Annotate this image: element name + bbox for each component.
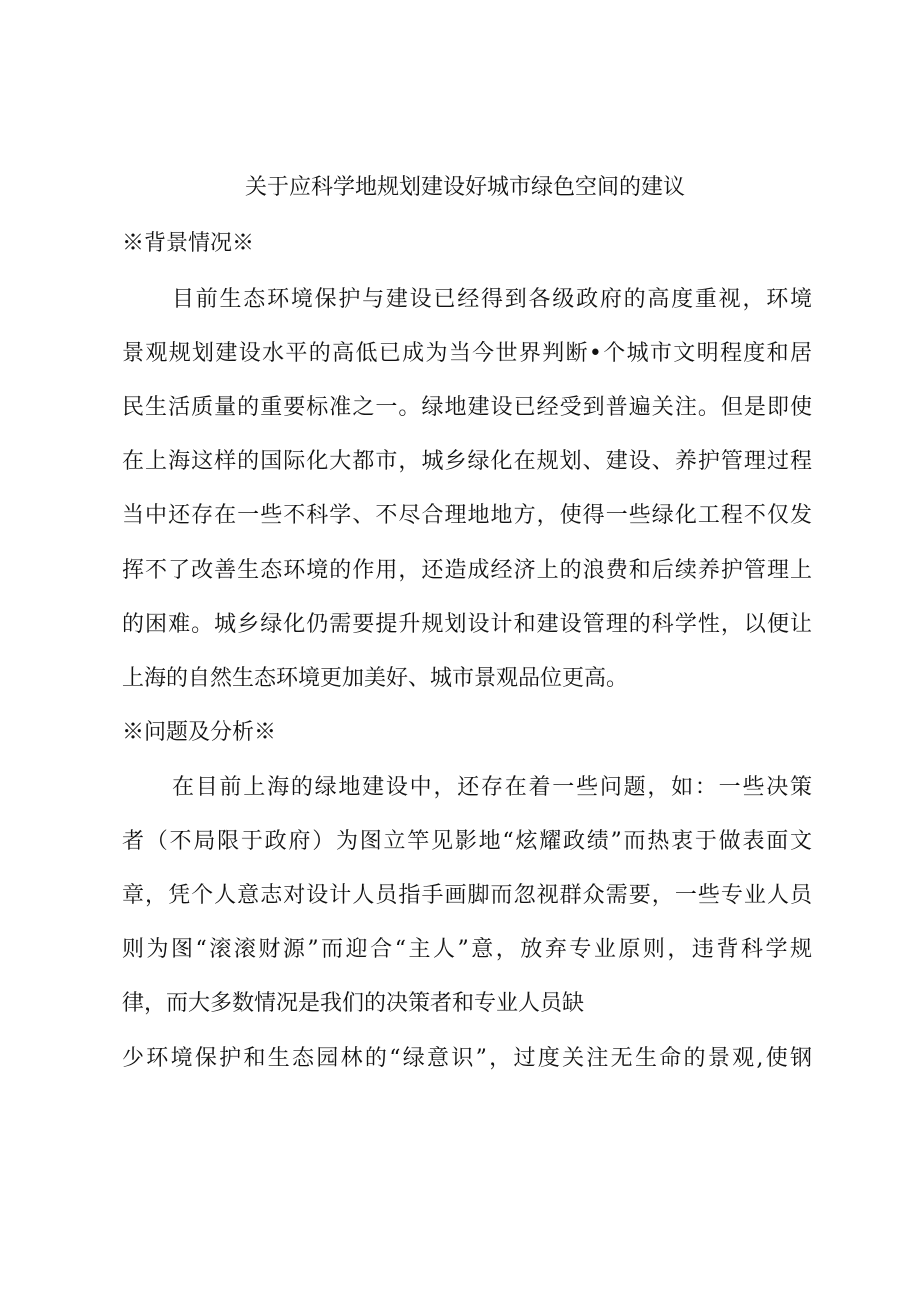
paragraph-line: 的困难。城乡绿化仍需要提升规划设计和建设管理的科学性，以便让 bbox=[122, 612, 812, 637]
section-heading-background: ※背景情况※ bbox=[122, 231, 255, 256]
paragraph-line: 则为图“滚滚财源”而迎合“主人”意，放弃专业原则，违背科学规 bbox=[122, 937, 812, 962]
paragraph-line: 挥不了改善生态环境的作用，还造成经济上的浪费和后续养护管理上 bbox=[122, 558, 812, 583]
paragraph-line: 在目前上海的绿地建设中，还存在着一些问题，如：一些决策 bbox=[172, 775, 812, 800]
section-heading-analysis: ※问题及分析※ bbox=[122, 720, 277, 745]
paragraph-line: 章，凭个人意志对设计人员指手画脚而忽视群众需要，一些专业人员 bbox=[122, 883, 812, 908]
paragraph-line: 在上海这样的国际化大都市，城乡绿化在规划、建设、养护管理过程 bbox=[122, 449, 812, 474]
paragraph-line: 上海的自然生态环境更加美好、城市景观品位更高。 bbox=[122, 666, 629, 691]
paragraph-line: 少环境保护和生态园林的“绿意识”，过度关注无生命的景观,使钢 bbox=[122, 1046, 812, 1071]
paragraph-line: 者（不局限于政府）为图立竿见影地“炫耀政绩”而热衷于做表面文 bbox=[122, 829, 812, 854]
paragraph-line: 律，而大多数情况是我们的决策者和专业人员缺 bbox=[122, 991, 585, 1016]
paragraph-line: 目前生态环境保护与建设已经得到各级政府的高度重视，环境 bbox=[172, 287, 812, 312]
paragraph-line: 景观规划建设水平的高低已成为当今世界判断•个城市文明程度和居 bbox=[122, 341, 812, 366]
paragraph-line: 当中还存在一些不科学、不尽合理地地方，使得一些绿化工程不仅发 bbox=[122, 503, 812, 528]
paragraph-line: 民生活质量的重要标准之一。绿地建设已经受到普遍关注。但是即使 bbox=[122, 395, 812, 420]
document-title: 关于应科学地规划建设好城市绿色空间的建议 bbox=[244, 175, 685, 200]
